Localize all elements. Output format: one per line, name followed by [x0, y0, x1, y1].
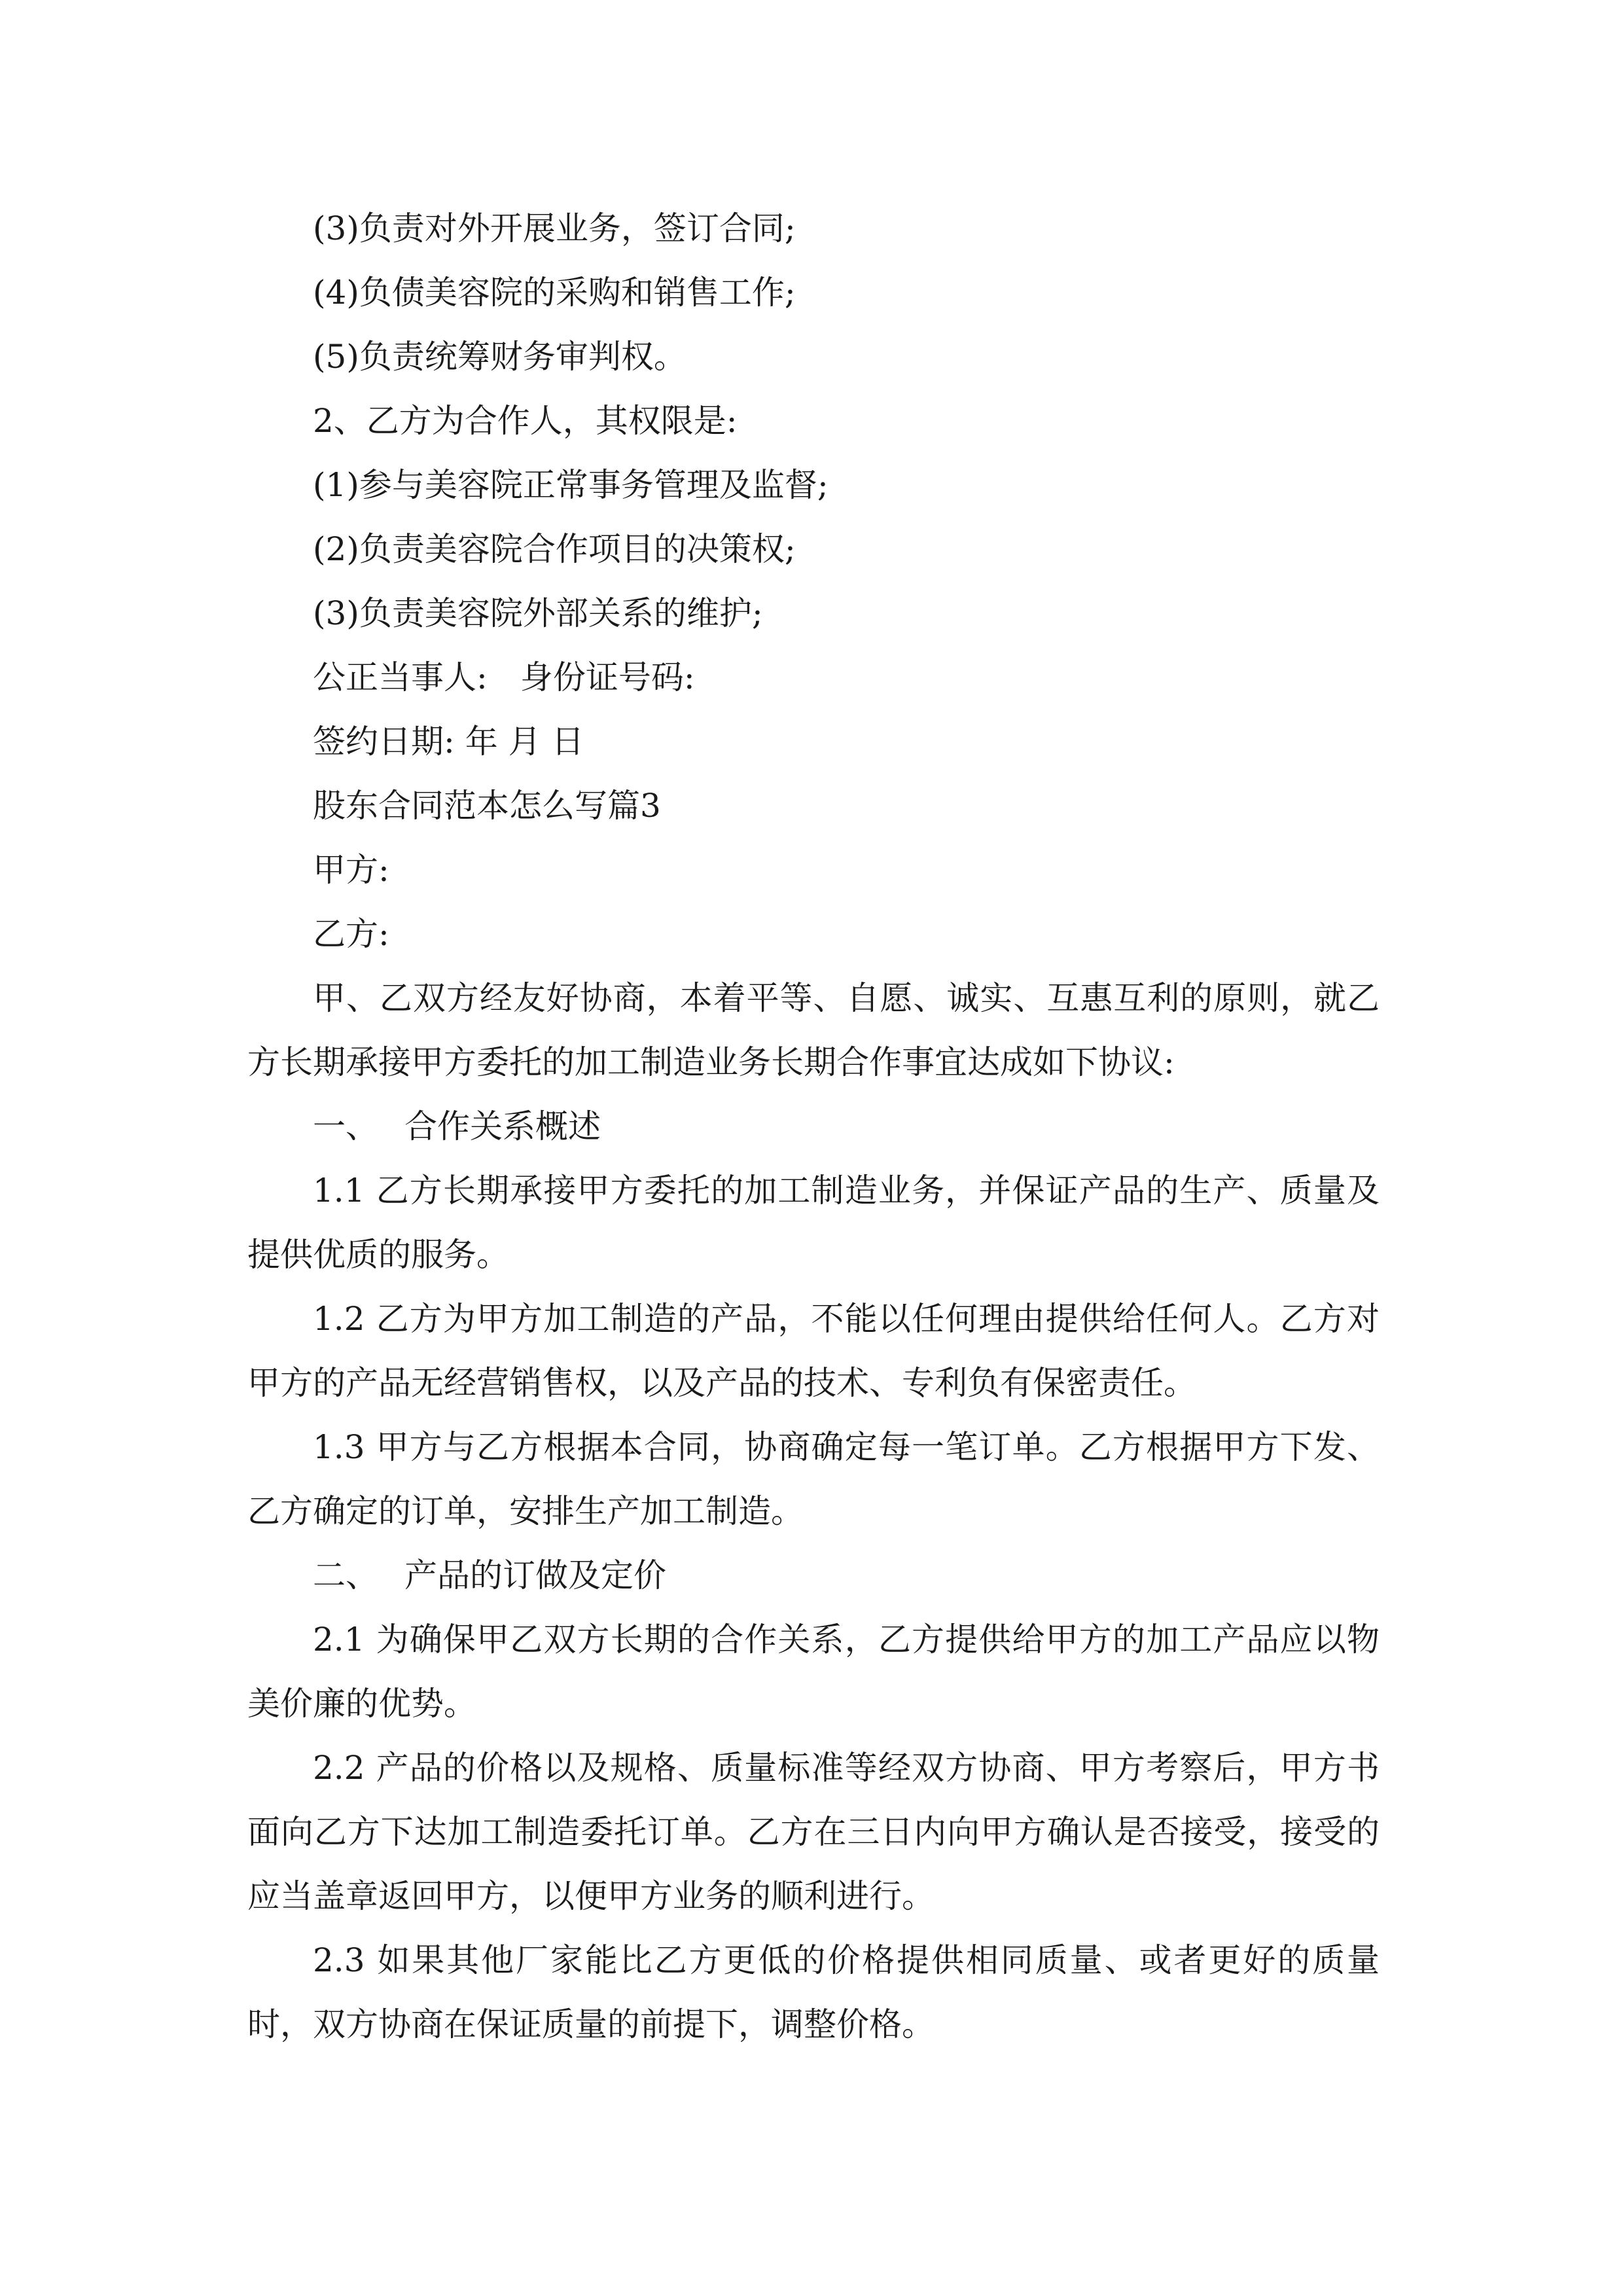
id-number-label: 身份证号码:: [520, 658, 695, 696]
heading-1-text: 合作关系概述: [404, 1107, 601, 1145]
clause-2-2: 2.2 产品的价格以及规格、质量标准等经双方协商、甲方考察后，甲方书面向乙方下达加工制造委托订单。乙方在三日内向甲方确认是否接受，接受的应当盖章返回甲方，以便甲方业务的顺利进行。: [247, 1749, 1380, 1915]
clause-2-3: 2.3 如果其他厂家能比乙方更低的价格提供相同质量、或者更好的质量时，双方协商在保证质量的前提下，调整价格。: [247, 1941, 1380, 2043]
notary-line: [247, 645, 1380, 709]
section-title: 股东合同范本怎么写篇3: [313, 787, 661, 825]
party-a-label: 甲方:: [313, 851, 389, 889]
clause-line: 2、乙方为合作人，其权限是:: [313, 402, 738, 440]
clause-1-2: 1.2 乙方为甲方加工制造的产品，不能以任何理由提供给任何人。乙方对甲方的产品无经营销售权，以及产品的技术、专利负有保密责任。: [247, 1300, 1380, 1402]
clause-1-1: 1.1 乙方长期承接甲方委托的加工制造业务，并保证产品的生产、质量及提供优质的服务。: [247, 1172, 1380, 1274]
notary-label: 公正当事人:: [313, 658, 488, 696]
clause-line: (1)参与美容院正常事务管理及监督;: [313, 466, 829, 504]
heading-1-number: 一、: [313, 1107, 378, 1145]
heading-2: [247, 1543, 1380, 1607]
clause-line: (4)负债美容院的采购和销售工作;: [313, 274, 796, 312]
heading-1: [247, 1094, 1380, 1158]
document-body: [247, 196, 1380, 2056]
clause-line: (3)负责美容院外部关系的维护;: [313, 594, 763, 632]
clause-line: (5)负责统筹财务审判权。: [313, 338, 687, 376]
party-b-label: 乙方:: [313, 915, 389, 953]
clause-1-3: 1.3 甲方与乙方根据本合同，协商确定每一笔订单。乙方根据甲方下发、乙方确定的订单，安排生产加工制造。: [247, 1428, 1380, 1530]
clause-line: (3)负责对外开展业务，签订合同;: [313, 209, 796, 247]
heading-2-text: 产品的订做及定价: [404, 1556, 666, 1594]
clause-2-1: 2.1 为确保甲乙双方长期的合作关系，乙方提供给甲方的加工产品应以物美价廉的优势。: [247, 1621, 1380, 1723]
clause-line: (2)负责美容院合作项目的决策权;: [313, 530, 796, 568]
sign-date-line: 签约日期: 年 月 日: [313, 723, 584, 761]
heading-2-number: 二、: [313, 1556, 378, 1594]
intro-paragraph: 甲、乙双方经友好协商，本着平等、自愿、诚实、互惠互利的原则，就乙方长期承接甲方委托的加工制造业务长期合作事宜达成如下协议:: [247, 979, 1380, 1081]
